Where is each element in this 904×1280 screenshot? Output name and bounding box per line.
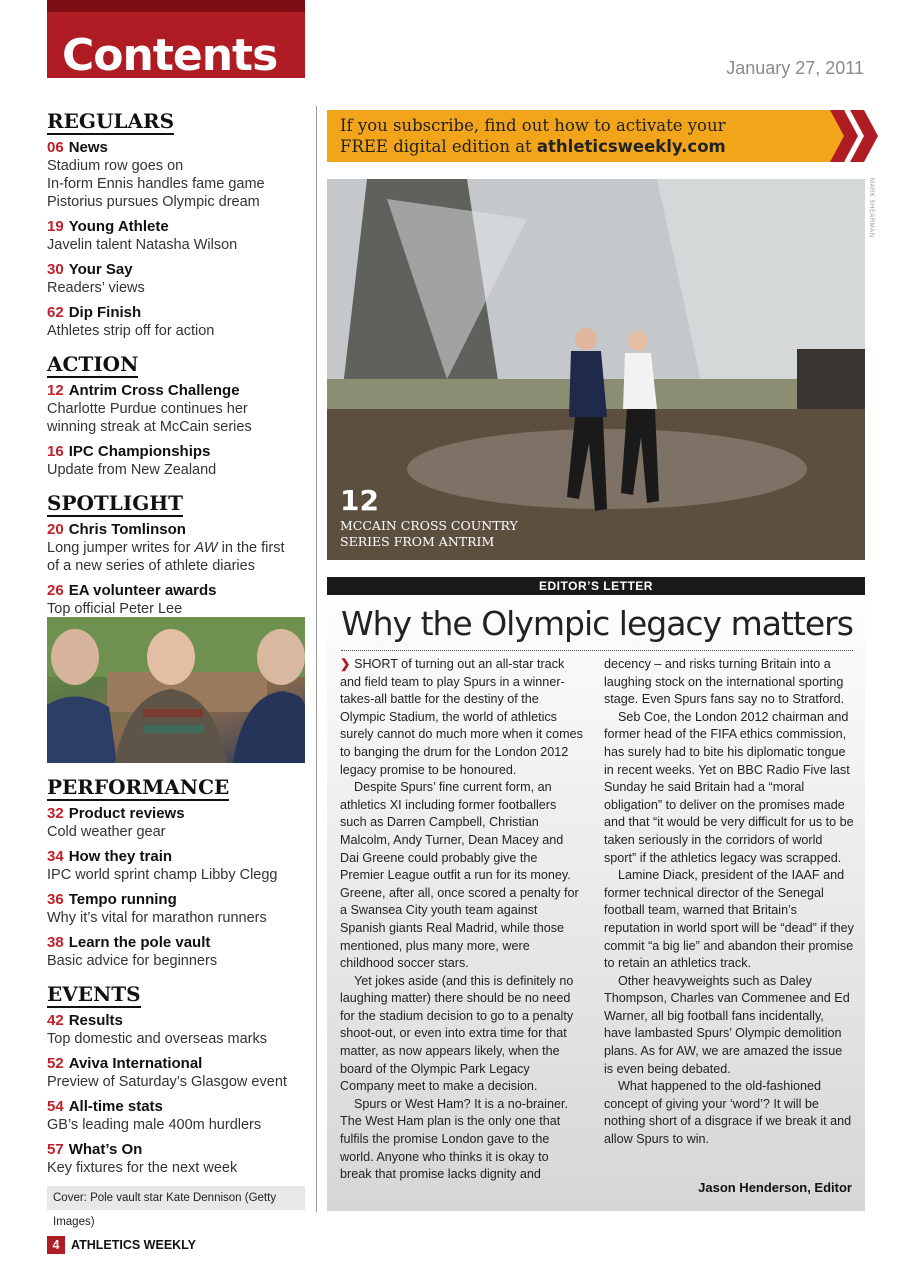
footer-page-number: 4 xyxy=(47,1236,65,1254)
page-number: 42 xyxy=(47,1012,64,1029)
paragraph: Spurs or West Ham? It is a no-brainer. The West Ham plan is the only one that fulfils the promise London gave to the world. Anyone who thinks it is okay to break that promise lacks dignity and xyxy=(340,1096,568,1182)
editors-letter-column-1 xyxy=(340,656,583,1184)
contents-entry[interactable] xyxy=(47,582,309,618)
entry-description: Update from New Zealand xyxy=(47,462,217,478)
contents-list-bottom xyxy=(47,770,309,1184)
paragraph: Lamine Diack, president of the IAAF and former technical director of the Senegal football team, warned that Britain’s reputation in world sport will be “dead” if they commit “a big lie” and abandon their promise to retain an athletics track. xyxy=(604,868,854,971)
page-footer xyxy=(47,1236,196,1254)
subscribe-line-2: FREE digital edition at athleticsweekly.com xyxy=(340,137,726,156)
paragraph: ❯ SHORT of turning out an all-star track and field team to play Spurs in a winner-takes-all battle for the destiny of the Olympic Stadium, the world of athletics surely cannot do much more when it comes to banging the drum for the London 2012 legacy promise to be honoured. xyxy=(340,657,583,777)
entry-description: Preview of Saturday’s Glasgow event xyxy=(47,1074,287,1090)
entry-title: How they train xyxy=(68,848,173,865)
paragraph: What happened to the old-fashioned concept of giving your ‘word’? It will be nothing short of a disgrace if we break it and allow Spurs to win. xyxy=(604,1079,852,1147)
issue-date: January 27, 2011 xyxy=(726,58,864,78)
page-number: 30 xyxy=(47,261,64,278)
page-number: 57 xyxy=(47,1141,64,1158)
contents-entry[interactable] xyxy=(47,1141,309,1177)
contents-entry[interactable] xyxy=(47,1055,309,1091)
headline-rule xyxy=(341,650,853,651)
entry-title: IPC Championships xyxy=(68,443,211,460)
entry-title: What’s On xyxy=(68,1141,143,1158)
entry-description: Basic advice for beginners xyxy=(47,953,218,969)
chevron-right-icon xyxy=(830,110,880,162)
entry-description: Key fixtures for the next week xyxy=(47,1160,238,1176)
contents-entry[interactable] xyxy=(47,382,309,436)
footer-publication: ATHLETICS WEEKLY xyxy=(71,1238,197,1252)
contents-entry[interactable] xyxy=(47,891,309,927)
entry-title: Antrim Cross Challenge xyxy=(68,382,240,399)
entry-title: Product reviews xyxy=(68,805,185,822)
section-heading-events: EVENTS xyxy=(47,982,141,1006)
paragraph: decency – and risks turning Britain into a laughing stock on the international sporting stage. Even Spurs fans say no to Stratford. xyxy=(604,657,845,707)
entry-description: Top official Peter Lee xyxy=(47,601,183,617)
entry-title: Learn the pole vault xyxy=(68,934,211,951)
page-number: 36 xyxy=(47,891,64,908)
contents-entry[interactable] xyxy=(47,304,309,340)
paragraph: Yet jokes aside (and this is definitely no laughing matter) there should be no need for the stadium decision to go to a penalty shoot-out, or even into extra time for that matter, as now appears likely, when the board of the Olympic Park Legacy Company meet to make a decision. xyxy=(340,973,574,1094)
chevron-right-icon: ❯ xyxy=(340,657,355,671)
contents-entry[interactable] xyxy=(47,443,309,479)
contents-entry[interactable] xyxy=(47,261,309,297)
paragraph: Other heavyweights such as Daley Thompson, Charles van Commenee and Ed Warner, all big football fans incidentally, have lambasted Spurs’ Olympic demolition plans. As for AW, we are amazed the issue is even being debated. xyxy=(604,973,850,1076)
cross-country-photo xyxy=(327,179,865,560)
section-heading-performance: PERFORMANCE xyxy=(47,775,230,799)
photo-caption: MCCAIN CROSS COUNTRY SERIES FROM ANTRIM xyxy=(340,518,518,549)
editors-letter-headline: Why the Olympic legacy matters xyxy=(341,604,853,643)
entry-title: News xyxy=(68,139,108,156)
entry-title: Dip Finish xyxy=(68,304,142,321)
page-number: 38 xyxy=(47,934,64,951)
section-heading-spotlight: SPOTLIGHT xyxy=(47,491,184,515)
entry-title: Tempo running xyxy=(68,891,177,908)
page-number: 26 xyxy=(47,582,64,599)
page-number: 12 xyxy=(47,382,64,399)
page-number: 06 xyxy=(47,139,64,156)
column-divider xyxy=(316,106,317,1212)
entry-description: GB’s leading male 400m hurdlers xyxy=(47,1117,262,1133)
entry-description: Readers’ views xyxy=(47,280,145,296)
page-number: 20 xyxy=(47,521,64,538)
entry-description: Top domestic and overseas marks xyxy=(47,1031,268,1047)
page-title: Contents xyxy=(62,30,278,81)
editors-letter-label: EDITOR’S LETTER xyxy=(327,577,865,595)
officials-illustration xyxy=(47,617,305,763)
contents-entry[interactable] xyxy=(47,805,309,841)
contents-entry[interactable] xyxy=(47,139,309,211)
entry-title: Chris Tomlinson xyxy=(68,521,186,538)
photo-page-number: 12 xyxy=(340,484,379,517)
entry-description: IPC world sprint champ Libby Clegg xyxy=(47,867,278,883)
contents-entry[interactable] xyxy=(47,1012,309,1048)
contents-entry[interactable] xyxy=(47,1098,309,1134)
page-number: 52 xyxy=(47,1055,64,1072)
page-number: 19 xyxy=(47,218,64,235)
page-number: 54 xyxy=(47,1098,64,1115)
paragraph: Despite Spurs’ fine current form, an athletics XI including former footballers such as Darren Campbell, Christian Malcolm, Andy Turner, Dean Macey and Dai Greene could probably give the Premier League outfit a run for its money. Greene, after all, once scored a penalty for a Swansea City youth team against Spanish giants Real Madrid, while those mentioned, plus many more, were childhood soccer stars. xyxy=(340,780,579,971)
paragraph: Seb Coe, the London 2012 chairman and former head of the FIFA ethics commission, has surely had to bite his diplomatic tongue in recent weeks. Yet on BBC Radio Five last Sunday he said Britain had a “moral obligation” to deliver on the promises made and that “it would be very difficult for us to be taken seriously in the corridors of world sport” if the athletics legacy was scrapped. xyxy=(604,709,854,865)
entry-description: Why it’s vital for marathon runners xyxy=(47,910,267,926)
editor-signature: Jason Henderson, Editor xyxy=(698,1180,852,1195)
page-number: 32 xyxy=(47,805,64,822)
entry-title: Results xyxy=(68,1012,123,1029)
page-number: 62 xyxy=(47,304,64,321)
entry-description: Stadium row goes on xyxy=(47,158,184,174)
entry-description: Cold weather gear xyxy=(47,824,166,840)
page-number: 34 xyxy=(47,848,64,865)
runners-illustration xyxy=(327,179,865,560)
subscribe-banner[interactable] xyxy=(327,110,845,162)
editors-letter-column-2 xyxy=(604,656,854,1149)
volunteer-awards-photo xyxy=(47,617,305,763)
entry-description: Charlotte Purdue continues her xyxy=(47,401,248,417)
contents-list-top xyxy=(47,104,309,625)
section-heading-regulars: REGULARS xyxy=(47,109,175,133)
subscribe-link[interactable]: athleticsweekly.com xyxy=(536,137,726,156)
entry-title: EA volunteer awards xyxy=(68,582,217,599)
section-heading-action: ACTION xyxy=(47,352,139,376)
entry-description: In-form Ennis handles fame game xyxy=(47,176,265,192)
entry-title: Your Say xyxy=(68,261,133,278)
entry-description: Athletes strip off for action xyxy=(47,323,215,339)
contents-entry[interactable] xyxy=(47,521,309,575)
cover-caption: Cover: Pole vault star Kate Dennison (Getty Images) xyxy=(47,1186,305,1210)
entry-description: of a new series of athlete diaries xyxy=(47,558,255,574)
contents-entry[interactable] xyxy=(47,848,309,884)
entry-description: Pistorius pursues Olympic dream xyxy=(47,194,260,210)
contents-entry[interactable] xyxy=(47,218,309,254)
subscribe-line-1: If you subscribe, find out how to activate your xyxy=(340,116,726,135)
entry-title: Aviva International xyxy=(68,1055,203,1072)
entry-description: Javelin talent Natasha Wilson xyxy=(47,237,238,253)
entry-description: winning streak at McCain series xyxy=(47,419,252,435)
entry-title: Young Athlete xyxy=(68,218,169,235)
entry-title: All-time stats xyxy=(68,1098,163,1115)
entry-description: Long jumper writes for AW in the first xyxy=(47,540,285,556)
contents-entry[interactable] xyxy=(47,934,309,970)
page-number: 16 xyxy=(47,443,64,460)
photo-credit: MARK SHEARMAN xyxy=(868,178,874,238)
